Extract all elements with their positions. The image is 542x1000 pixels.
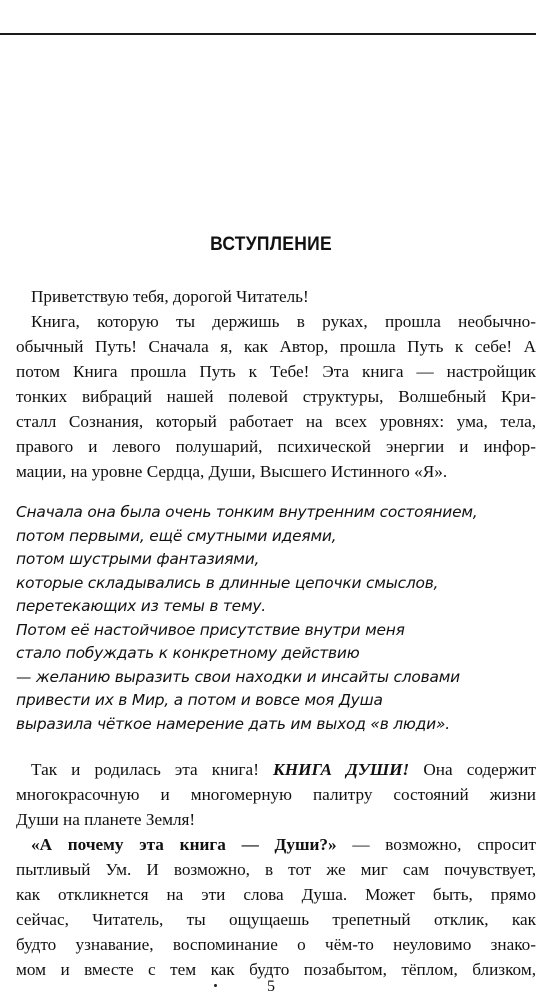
intro-paragraph — [16, 285, 536, 485]
closing-line: мом и вместе с тем как будто позабытом, тёплом, близком, — [16, 960, 536, 979]
intro-line: Приветствую тебя, дорогой Читатель! — [31, 287, 309, 306]
closing-line: будто узнавание, воспоминание о чём-то неуловимо знако- — [16, 935, 536, 954]
poem-line: привести их в Мир, а потом и вовсе моя Душа — [16, 691, 383, 709]
intro-line: Книга, которую ты держишь в руках, прошла необычно- — [31, 312, 536, 331]
poem-line: стало побуждать к конкретному действию — [16, 644, 360, 662]
intro-line: тонких вибраций нашей полевой структуры, Волшебный Кри- — [16, 387, 536, 406]
closing-line: многокрасочную и многомерную палитру состояний жизни — [16, 785, 536, 804]
header-rule — [0, 33, 536, 35]
chapter-title: ВСТУПЛЕНИЕ — [210, 234, 332, 255]
closing-line: как откликнется на эти слова Душа. Может быть, прямо — [16, 885, 536, 904]
closing-text: Она содержит — [409, 760, 536, 779]
closing-text: Так и родилась эта книга! — [31, 760, 274, 779]
closing-line — [16, 758, 536, 782]
intro-line: потом Книга прошла Путь к Тебе! Эта книга — настройщик — [16, 362, 536, 381]
poem-line: потом шустрыми фантазиями, — [16, 550, 260, 568]
poem-block — [16, 500, 536, 740]
question-emphasis: «А почему эта книга — Души?» — [31, 835, 337, 854]
page-number: 5 — [267, 978, 275, 995]
intro-line: обычный Путь! Сначала я, как Автор, прошла Путь к себе! А — [16, 337, 536, 356]
intro-line: сталл Сознания, который работает на всех уровнях: ума, тела, — [16, 412, 536, 431]
closing-text: — возможно, спросит — [336, 835, 536, 854]
poem-line: выразила чёткое намерение дать им выход «в люди». — [16, 714, 450, 733]
intro-line: правого и левого полушарий, психической энергии и инфор- — [16, 437, 536, 456]
book-title-emphasis: КНИГА ДУШИ! — [273, 760, 410, 779]
poem-line: — желанию выразить свои находки и инсайты словами — [16, 667, 460, 686]
closing-line: Души на планете Земля! — [16, 810, 196, 829]
intro-line: мации, на уровне Сердца, Души, Высшего Истинного «Я». — [16, 462, 448, 481]
closing-line: сейчас, Читатель, ты ощущаешь трепетный отклик, как — [16, 910, 536, 929]
closing-line — [16, 833, 536, 857]
closing-line: пытливый Ум. И возможно, в тот же миг сам почувствует, — [16, 860, 536, 879]
poem-line: Потом её настойчивое присутствие внутри меня — [16, 620, 405, 639]
closing-paragraph — [16, 758, 536, 988]
poem-line: перетекающих из темы в тему. — [16, 597, 266, 615]
poem-line: Сначала она была очень тонким внутренним состоянием, — [16, 503, 478, 521]
poem-line: которые складывались в длинные цепочки смыслов, — [16, 573, 439, 592]
poem-line: потом первыми, ещё смутными идеями, — [16, 526, 337, 545]
